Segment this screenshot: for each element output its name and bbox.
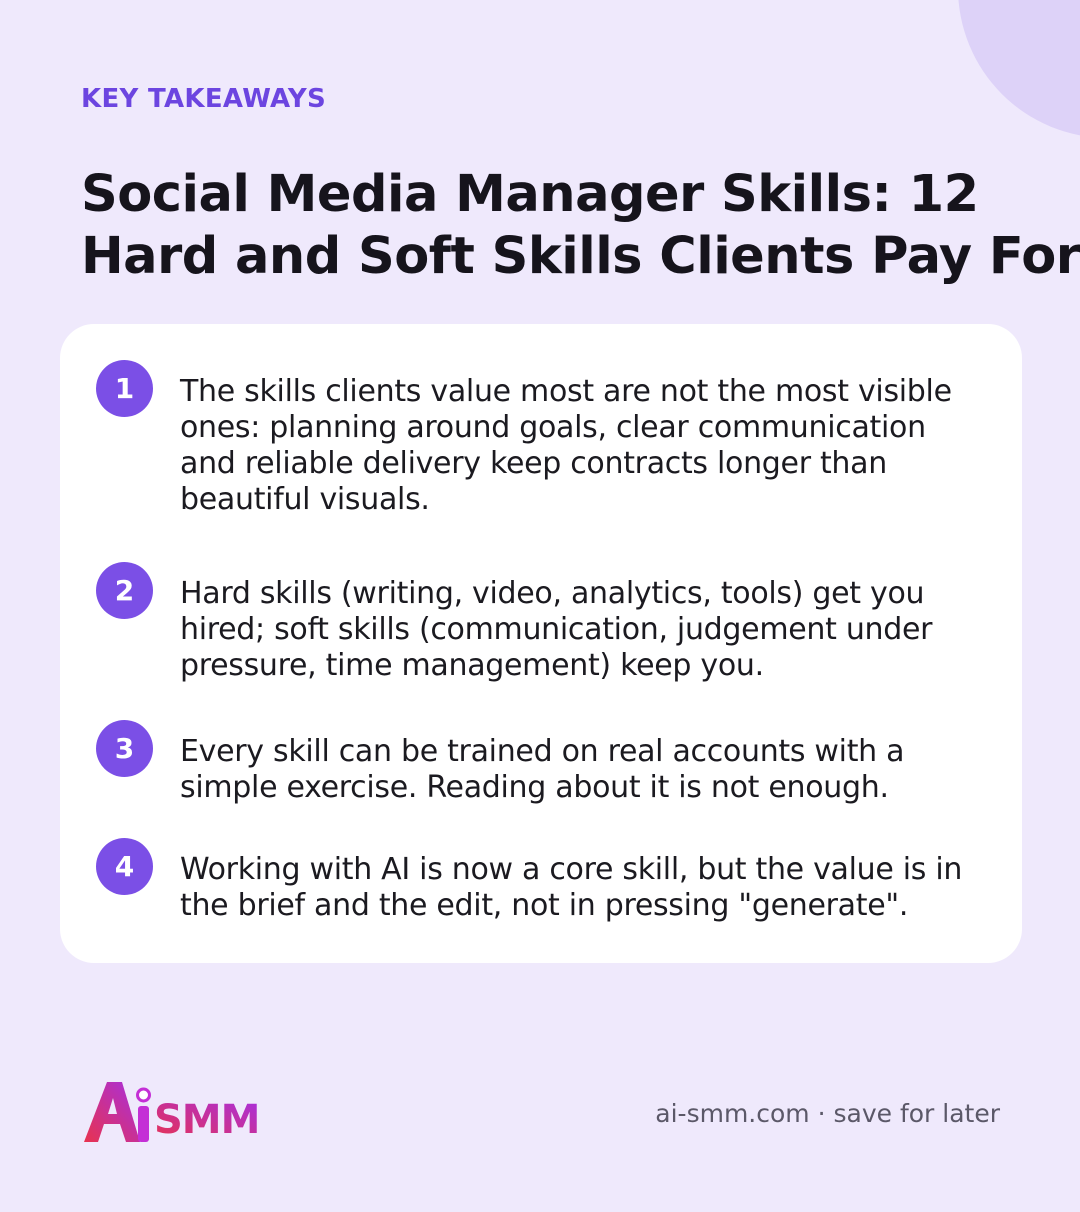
section-eyebrow: KEY TAKEAWAYS [81, 84, 327, 114]
takeaway-text: Hard skills (writing, video, analytics, tools) get you hired; soft skills (communication, judgement under pressure, time management) keep you. [180, 576, 933, 683]
number-badge: 1 [96, 360, 153, 417]
number-badge: 4 [96, 838, 153, 895]
takeaway-text: Every skill can be trained on real accounts with a simple exercise. Reading about it is not enough. [180, 734, 905, 805]
decorative-corner-circle [958, 0, 1080, 138]
takeaway-text: Working with AI is now a core skill, but the value is in the brief and the edit, not in pressing "generate". [180, 852, 963, 923]
takeaway-text: The skills clients value most are not the most visible ones: planning around goals, clear communication and reliable delivery keep contracts longer than beautiful visuals. [180, 374, 952, 517]
number-badge: 3 [96, 720, 153, 777]
aismm-logo [80, 1076, 280, 1148]
footer-site-text: ai-smm.com · save for later [655, 1099, 1000, 1128]
number-badge: 2 [96, 562, 153, 619]
takeaways-card [60, 324, 1022, 963]
page-title [81, 164, 1080, 288]
svg-text:SMM: SMM [154, 1097, 260, 1143]
page-title-line-1: Social Media Manager Skills: 12 [81, 165, 979, 224]
page-title-line-2: Hard and Soft Skills Clients Pay For [81, 227, 1080, 286]
